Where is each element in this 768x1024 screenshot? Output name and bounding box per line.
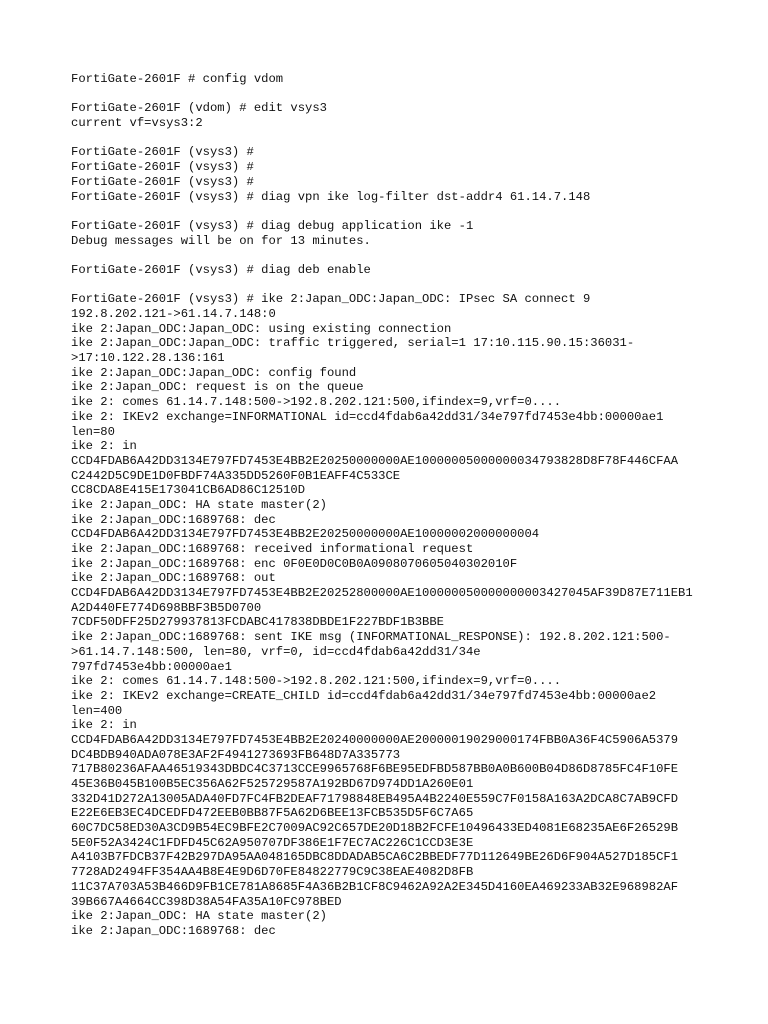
terminal-log-text xyxy=(71,72,711,939)
log-line: ike 2:Japan_ODC:1689768: enc 0F0E0D0C0B0A0908070605040302010F xyxy=(71,556,518,571)
log-line: FortiGate-2601F # config vdom xyxy=(71,72,284,86)
log-line: CCD4FDAB6A42DD3134E797FD7453E4BB2E20240000000AE20000019029000174FBB0A36F4C5906A5379 xyxy=(71,732,679,747)
log-line: 717B80236AFAA46519343DBDC4C3713CCE9965768F6BE95EDFBD587BB0A0B600B04D86D8785FC4F10FE xyxy=(71,762,679,777)
log-line: FortiGate-2601F (vsys3) # xyxy=(71,145,254,160)
log-line: >61.14.7.148:500, len=80, vrf=0, id=ccd4fdab6a42dd31/34e xyxy=(71,644,481,659)
log-line: ike 2:Japan_ODC:1689768: sent IKE msg (INFORMATIONAL_RESPONSE): 192.8.202.121:500- xyxy=(71,630,671,645)
log-line: ike 2: comes 61.14.7.148:500->192.8.202.121:500,ifindex=9,vrf=0.... xyxy=(71,395,562,410)
log-line: FortiGate-2601F (vsys3) # diag deb enable xyxy=(71,262,371,277)
log-line: ike 2:Japan_ODC:Japan_ODC: using existing connection xyxy=(71,321,452,336)
log-line: FortiGate-2601F (vsys3) # diag vpn ike log-filter dst-addr4 61.14.7.148 xyxy=(71,189,591,204)
log-line: A2D440FE774D698BBF3B5D0700 xyxy=(71,600,262,615)
log-line: 60C7DC58ED30A3CD9B54EC9BFE2C7009AC92C657DE20D18B2FCFE10496433ED4081E68235AE6F26529B xyxy=(71,821,679,836)
log-line: FortiGate-2601F (vsys3) # xyxy=(71,174,254,189)
log-line: CCD4FDAB6A42DD3134E797FD7453E4BB2E20250000000AE10000002000000004 xyxy=(71,527,540,542)
log-line: 39B667A4664CC398D38A54FA35A10FC978BED xyxy=(71,894,342,909)
log-line: 7CDF50DFF25D279937813FCDABC417838DBDE1F227BDF1B3BBE xyxy=(71,615,444,630)
log-line: CC8CDA8E415E173041CB6AD86C12510D xyxy=(71,483,306,498)
log-line: CCD4FDAB6A42DD3134E797FD7453E4BB2E20252800000AE100000050000000003427045AF39D87E711EB1 xyxy=(71,586,693,601)
log-line: ike 2:Japan_ODC: HA state master(2) xyxy=(71,497,327,512)
blank-line xyxy=(71,278,711,293)
log-line: ike 2: in xyxy=(71,718,137,733)
log-line: ike 2:Japan_ODC:1689768: dec xyxy=(71,512,276,527)
log-line: >17:10.122.28.136:161 xyxy=(71,351,225,366)
log-line: ike 2:Japan_ODC:Japan_ODC: config found xyxy=(71,365,357,380)
log-line: len=80 xyxy=(71,424,115,439)
log-line: CCD4FDAB6A42DD3134E797FD7453E4BB2E20250000000AE10000005000000034793828D8F78F446CFAA xyxy=(71,453,679,468)
log-line: ike 2:Japan_ODC:1689768: dec xyxy=(71,923,276,938)
blank-line xyxy=(71,87,711,102)
log-line: ike 2:Japan_ODC: HA state master(2) xyxy=(71,909,327,924)
log-line: current vf=vsys3:2 xyxy=(71,116,203,131)
blank-line xyxy=(71,131,711,146)
log-line: 11C37A703A53B466D9FB1CE781A8685F4A36B2B1CF8C9462A92A2E345D4160EA469233AB32E968982AF xyxy=(71,879,679,894)
log-line: FortiGate-2601F (vsys3) # xyxy=(71,160,254,175)
log-line: FortiGate-2601F (vsys3) # diag debug application ike -1 xyxy=(71,218,474,233)
log-line: DC4BDB940ADA078E3AF2F4941273693FB648D7A335773 xyxy=(71,747,401,762)
log-line: Debug messages will be on for 13 minutes. xyxy=(71,233,371,248)
log-line: ike 2:Japan_ODC:1689768: received informational request xyxy=(71,542,474,556)
log-line: 192.8.202.121->61.14.7.148:0 xyxy=(71,307,276,321)
log-line: ike 2: IKEv2 exchange=INFORMATIONAL id=ccd4fdab6a42dd31/34e797fd7453e4bb:00000ae1 xyxy=(71,409,664,424)
log-line: C2442D5C9DE1D0FBDF74A335DD5260F0B1EAFF4C533CE xyxy=(71,468,401,483)
log-line: A4103B7FDCB37F42B297DA95AA048165DBC8DDADAB5CA6C2BBEDF77D112649BE26D6F904A527D185CF1 xyxy=(71,850,679,865)
log-line: 332D41D272A13005ADA40FD7FC4FB2DEAF71798848EB495A4B2240E559C7F0158A163A2DCA8C7AB9CFD xyxy=(71,791,679,806)
log-line: ike 2:Japan_ODC:Japan_ODC: traffic triggered, serial=1 17:10.115.90.15:36031- xyxy=(71,336,635,351)
blank-line xyxy=(71,204,711,219)
log-line: E22E6EB3EC4DCEDFD472EEB0BB87F5A62D6BEE13FCB535D5F6C7A65 xyxy=(71,806,474,821)
log-line: ike 2:Japan_ODC:1689768: out xyxy=(71,571,276,586)
log-line: FortiGate-2601F (vdom) # edit vsys3 xyxy=(71,101,327,116)
log-line: 45E36B045B100B5EC356A62F525729587A192BD67D974DD1A260E01 xyxy=(71,777,474,791)
log-line: 797fd7453e4bb:00000ae1 xyxy=(71,659,232,674)
log-line: ike 2: in xyxy=(71,439,137,454)
log-line: 5E0F52A3424C1FDFD45C62A950707DF386E1F7EC7AC226C1CCD3E3E xyxy=(71,835,474,850)
log-line: len=400 xyxy=(71,703,123,718)
blank-line xyxy=(71,248,711,263)
log-line: ike 2: comes 61.14.7.148:500->192.8.202.121:500,ifindex=9,vrf=0.... xyxy=(71,674,562,689)
log-line: 7728AD2494FF354AA4B8E4E9D6D70FE84822779C9C38EAE4082D8FB xyxy=(71,865,474,880)
log-line: ike 2: IKEv2 exchange=CREATE_CHILD id=ccd4fdab6a42dd31/34e797fd7453e4bb:00000ae2 xyxy=(71,688,657,703)
log-line: FortiGate-2601F (vsys3) # ike 2:Japan_ODC:Japan_ODC: IPsec SA connect 9 xyxy=(71,292,591,307)
log-line: ike 2:Japan_ODC: request is on the queue xyxy=(71,380,364,395)
